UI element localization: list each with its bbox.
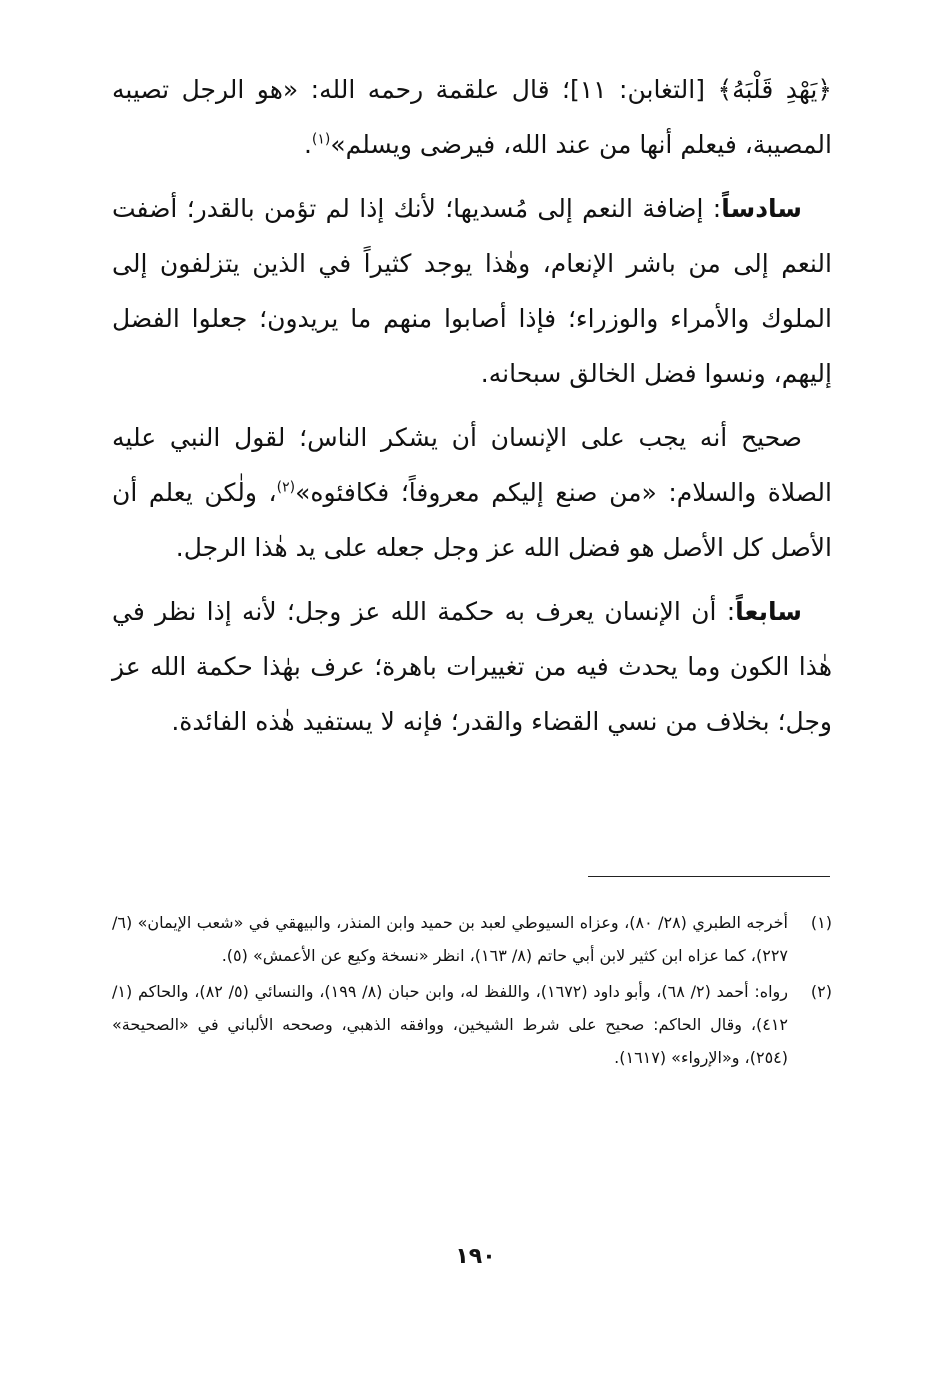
main-text (112, 62, 832, 758)
footnote-ref-2[interactable]: (٢) (276, 479, 296, 496)
footnotes (112, 906, 832, 1077)
paragraph-3 (112, 410, 832, 575)
footnote-1 (112, 906, 832, 972)
footnote-1-number: (١) (810, 913, 832, 932)
footnote-1-text: أخرجه الطبري (٢٨/ ٨٠)، وعزاه السيوطي لعبد بن حميد وابن المنذر، والبيهقي في «شعب الإيمان» (٦/ ٢٢٧)، كما عزاه ابن كثير لابن أبي حاتم (٨/ ١٦٣)، انظر «نسخة وكيع عن الأعمش» (٥). (112, 913, 788, 965)
paragraph-1-text: ﴿يَهْدِ قَلْبَهُ﴾ [التغابن: ١١]؛ قال علقمة رحمه الله: «هو الرجل تصيبه المصيبة، فيعلم أنها من عند الله، فيرضى ويسلم» (112, 75, 832, 159)
page-number: ١٩٠ (455, 1244, 496, 1269)
paragraph-1-tail: . (303, 130, 312, 159)
paragraph-2 (112, 181, 832, 401)
paragraph-2-lead: سادساً (721, 194, 802, 223)
footnote-2-text: رواه: أحمد (٢/ ٦٨)، وأبو داود (١٦٧٢)، واللفظ له، وابن حبان (٨/ ١٩٩)، والنسائي (٥/ ٨٢)، والحاكم (١/ ٤١٢)، وقال الحاكم: صحيح على شرط الشيخين، ووافقه الذهبي، وصححه الألباني في «الصحيحة» (٢٥٤)، و«الإرواء» (١٦١٧). (112, 982, 789, 1067)
paragraph-4-lead: سابعاً (735, 597, 802, 626)
footnote-separator (588, 876, 830, 877)
paragraph-3-text: صحيح أنه يجب على الإنسان أن يشكر الناس؛ لقول النبي عليه الصلاة والسلام: «من صنع إليكم معروفاً؛ فكافئوه» (112, 423, 832, 507)
footnote-2 (112, 975, 832, 1074)
paragraph-2-text: : إضافة النعم إلى مُسديها؛ لأنك إذا لم تؤمن بالقدر؛ أضفت النعم إلى من باشر الإنعام، وهٰذا يوجد كثيراً في الذين يتزلفون إلى الملوك والأمراء والوزراء؛ فإذا أصابوا منهم ما يريدون؛ جعلوا الفضل إليهم، ونسوا فضل الخالق سبحانه. (112, 194, 832, 388)
paragraph-4 (112, 584, 832, 749)
paragraph-4-text: : أن الإنسان يعرف به حكمة الله عز وجل؛ لأنه إذا نظر في هٰذا الكون وما يحدث فيه من تغييرات باهرة؛ عرف بهٰذا حكمة الله عز وجل؛ بخلاف من نسي القضاء والقدر؛ فإنه لا يستفيد هٰذه الفائدة. (112, 597, 832, 736)
footnote-2-number: (٢) (810, 982, 832, 1001)
paragraph-3-tail: ، ولٰكن يعلم أن الأصل كل الأصل هو فضل الله عز وجل جعله على يد هٰذا الرجل. (112, 478, 832, 562)
footnote-ref-1[interactable]: (١) (311, 131, 331, 148)
paragraph-1 (112, 62, 832, 172)
